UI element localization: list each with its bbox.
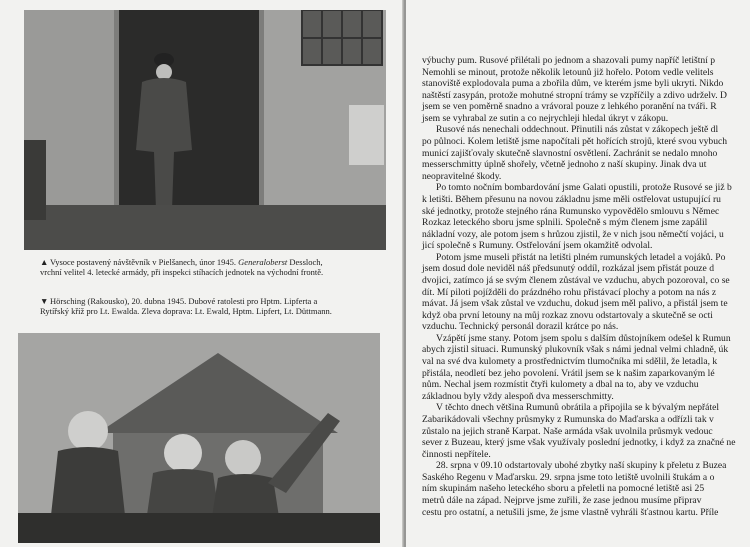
text-line: Potom jsme museli přistát na letišti plném rumunských letadel a vojáků. Po [436,251,726,263]
text-line: nům. Nechal jsem rozmístit čtyři kulomety a dbal na to, aby ve vzduchu [422,379,699,391]
caption-top-text: Vysoce postavený návštěvník v Pielšanech, únor 1945. [50,257,239,267]
text-line: Rusové nás nenechali oddechnout. Přinutili nás zůstat v zákopech ještě dl [436,124,719,136]
caption-top-text2: Dessloch, vrchní velitel 4. letecké armády, při inspekci stíhacích jednotek na východní frontě. [40,257,324,278]
caption-top [40,257,340,278]
text-line: naštěstí zasypán, protože mohutné stropní trámy se vzpříčily a zdivo udrželv. D [422,89,727,101]
text-line: ské jednotky, protože stejného rána Rumunsko vypovědělo smlouvu s Němec [422,205,720,217]
text-line: vzduchu. Technický personál dorazil krátce po nás. [422,321,619,333]
text-line: sever z Buzeau, který jsme však využívaly poslední jednotky, i když za značné ne [422,437,736,449]
caption-bottom-text: Hörsching (Rakousko), 20. dubna 1945. Dubové ratolesti pro Hptm. Lipferta a Rytířský kříž pro Lt. Ewalda. Zleva doprava: Lt. Ewald, Hptm. Lipfert, Lt. Düttmann. [40,296,332,317]
triangle-down-icon: ▼ [40,296,49,306]
text-line: k letišti. Během přesunu na novou základnu jsme měli ostřelovat ustupující ru [422,193,721,205]
text-line: Po tomto nočním bombardování jsme Galati opustili, protože Rusové se již b [436,182,732,194]
text-line: V těchto dnech většina Rumunů obrátila a připojila se k bývalým nepřátel [436,402,720,414]
text-line: metrů dále na západ. Nejprve jsme zuřili, že zase jednou musíme připrav [422,494,702,506]
right-page-text [422,55,750,518]
caption-bottom [40,296,340,317]
triangle-up-icon: ▲ [40,257,49,267]
text-line: neopravitelné škody. [422,170,502,182]
text-line: messerschmitty úplně shořely, včetně jednoho z naší skupiny. Jinak dva ut [422,159,707,171]
text-line: Nemohli se minout, protože několik letounů již hořelo. Potom vedle velitels [422,66,714,78]
photo-general-in-doorway [24,10,386,250]
photo-pilots-illustration [18,333,380,543]
text-line: nákladní vozy, ale potom jsem s hrůzou zjistil, že v nich jsou němečtí vojáci, u [422,228,724,240]
text-line: 28. srpna v 09.10 odstartovaly ubohé zbytky naší skupiny k přeletu z Buzea [436,460,727,472]
text-line: jsem se ven poměrně snadno a vrávoral pouze z lehkého poranění na tváři. R [422,101,717,113]
text-line: val na své dva kulomety a prostřednictvím tlumočníka mi sdělil, že letadla, k [422,356,718,368]
text-line: dít. Mí piloti pojížděli do prázdného rohu přistávací plochy a potom na nás z [422,286,717,298]
text-line: základnou byly vždy alespoň dva messerschmitty. [422,390,614,402]
right-page [406,0,750,547]
text-line: činnosti nepřítele. [422,448,491,460]
text-line: stanoviště explodovala puma a zbořila dům, ve kterém jsme byli ukryti. Nikdo [422,78,724,90]
text-line: mávat. Já jsem však zůstal ve vzduchu, dokud jsem měl palivo, a přistál jsem te [422,298,728,310]
text-line: jicí společně s Rumuny. Ostřelování jsem okamžitě odvolal. [422,240,653,252]
text-line: jsem dosud dole neviděl náš předsunutý oddíl, rozkázal jsem přistát pouze d [422,263,715,275]
text-line: dvojici, zatímco já se svým členem zůstával ve vzduchu, abych pozoroval, co se [422,274,730,286]
text-line: Zabarikádovali všechny průsmyky z Rumunska do Maďarska a odřízli tak v [422,413,714,425]
text-line: výbuchy pum. Rusové přilétali po jednom a shazovali pumy napříč letištní p [422,55,716,66]
text-line: když oba první letouny na můj rozkaz znovu odstartovaly a skutečně se octi [422,309,713,321]
text-line: přistála, neodletí bez jeho povolení. Vrátil jsem se k našim zaparkovaným lé [422,367,715,379]
text-line: Vzápětí jsme stany. Potom jsem spolu s dalším důstojníkem odešel k Rumun [436,332,731,344]
caption-top-italic: Generaloberst [238,257,288,267]
text-line: ním skupinám našeho leteckého sboru a přeletli na pomocné letiště asi 25 [422,483,705,495]
text-line: zůstalo na jejich straně Karpat. Naše armáda však uvolnila průsmyk vedouc [422,425,713,437]
photo-three-pilots [18,333,380,543]
photo-general-illustration [24,10,386,250]
text-line: Rozkaz leteckého sboru jsme splnili. Společně s mým členem jsme zapálil [422,217,708,229]
text-line: municí zajišťovaly skutečně slavnostní osvětlení. Zachránit se nedalo mnoho [422,147,718,159]
text-line: jsem se vyhrabal ze sutin a co nejrychleji hledal úkryt v zákopu. [422,112,669,124]
text-line: abych zjistil situaci. Rumunský plukovník však s námi jednal velmi chladně, úk [422,344,729,356]
text-line: Saského Regenu v Maďarsku. 29. srpna jsme toto letiště uvolnili štukám a o [422,471,715,483]
text-line: po půlnoci. Kolem letiště jsme napočítali pět hořících strojů, které svou vybuch [422,136,728,148]
text-line: cestu pro ostatní, a netušili jsme, že jsme vlastně vyhráli šťastnou kartu. Příle [422,506,719,518]
